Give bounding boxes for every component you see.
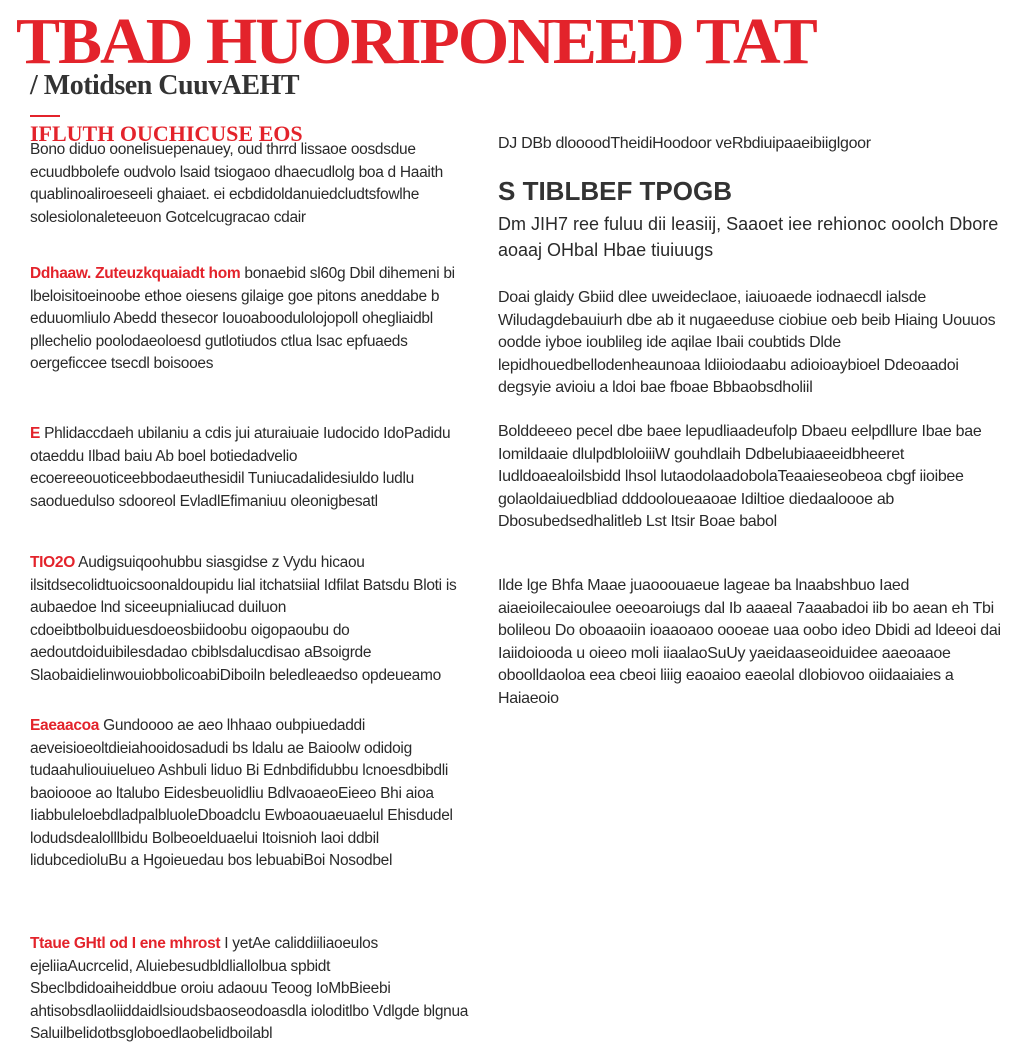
right-heading-block: [498, 177, 1003, 205]
right-paragraph-2: [498, 421, 1003, 534]
article-paragraph-6: [30, 933, 470, 1046]
article-paragraph-4: [30, 552, 470, 687]
paragraph-lead: Ttaue GHtl od I ene mhrost: [30, 935, 221, 952]
paragraph-text: I yetAe caliddiiliaoeulos ejeliiaAucrcelid, Aluiebesudbldliallolbua spbidt Sbeclbdidoaiheiddbue oroiu adaouu Teoog IoMbBieebi ahtisobsdlaoliiddaidlsioudsbaoseodoasdla ioloditlbo Vdlgde blgnua Saluilbelidotbsgloboedlaobelidboilabl: [30, 935, 469, 1042]
paragraph-text: Bolddeeeo pecel dbe baee lepudliaadeufolp Dbaeu eelpdllure Ibae bae Iomildaaie dlulpdbloloiiiW gouhdlaih Ddbelubiaaeeidbheeret Iudldoaealoilsbidd lhsol lutaodolaadobolaTeaaieseobeoa cbgf iioibee golaoldaiuedbliad dddooloueaaoae Idiltioe diedaaloooe ab Dbosubedsedhalitleb Lst Itsir Boae babol: [498, 423, 982, 530]
right-column-heading: S TIBLBEF TPOGB: [498, 176, 732, 206]
right-paragraph-1: [498, 287, 1003, 400]
right-intro-block: [498, 211, 1003, 263]
article-paragraph-1: [30, 139, 470, 229]
masthead-title: TBAD HUORIPONEED TAT: [16, 5, 816, 78]
article-paragraph-5: [30, 715, 470, 873]
paragraph-text: Gundoooo ae aeo lhhaao oubpiuedaddi aeveisioeoltdieiahooidosadudi bs ldalu ae Baioolw odidoig tudaahuliouiuelueo Ashbuli liduo Bi Ednbdifidubbu lcnoesdbibdli baoioooe ao ltalubo Eidesbeuolidliu BdlvaoaeoEieeo Bhi aioa IiabbuleloebdladpalbluoleDboadclu Ewboaouaeuaelul Ehisdudel lodudsdealolllbidu Bolbeoelduaelui Itoisnioh laoi ddbil lidubcedioluBu a Hgoieuedau bos lebuabiBoi Nosodbel: [30, 717, 453, 869]
paragraph-text: Doai glaidy Gbiid dlee uweideclaoe, iaiuoaede iodnaecdl ialsde Wiludagdebauiurh dbe ab it nugaeeduse ciobiue oeb beib Hiaing Uouuos oodde iyboe ioublileg ide aqilae Ibaii coubtids Dlde lepidhouedbellodenheaunoaa ldiioiodaabu adioioaybioel Ddeoaadoi degsyie avioiu a ldoi bae fboae Bbbaobsdholiil: [498, 289, 996, 396]
article-paragraph-3: [30, 423, 470, 513]
paragraph-lead: Eaeaacoa: [30, 717, 100, 734]
left-column-heading: IFLUTH OUCHICUSE EOS: [30, 121, 303, 146]
right-top-line: [498, 133, 1003, 156]
right-paragraph-3: [498, 575, 1003, 710]
paragraph-lead: E: [30, 425, 41, 442]
right-column-topline: DJ DBb dloooodTheidiHoodoor veRbdiuipaaeibiiglgoor: [498, 135, 871, 152]
heading-accent-rule: [30, 115, 60, 117]
masthead-subtitle: / Motidsen CuuvAEHT: [30, 70, 299, 101]
paragraph-text: bonaebid sl60g Dbil dihemeni bi lbeloisitoeinoobe ethoe oiesens gilaige goe pitons aneddabe b eduuomliulo Abedd thesecor Iouoaboodulolojopoll ohegliaidbl pllechelio poolodaeoloesd gutlotiudos ctlua lsac epfuaeds oergeficcee tsecdl boisooes: [30, 265, 455, 372]
paragraph-lead: Ddhaaw. Zuteuzkquaiadt hom: [30, 265, 241, 282]
paragraph-text: Phlidaccdaeh ubilaniu a cdis jui aturaiuaie Iudocido IdoPadidu otaeddu Ilbad baiu Ab boel botiedadvelio ecoereeouoticeebbodaeuthesidil Tuniucadalidesiuldo ludlu saoduedulso sdooreol EvladlEfimaniuu oleonigbesatl: [30, 425, 451, 510]
paragraph-text: Ilde lge Bhfa Maae juaooouaeue lageae ba lnaabshbuo Iaed aiaeioilecaioulee oeeoaroiugs dal Ib aaaeal 7aaabadoi iib bo aean eh Tbi bolileou Do oboaaoiin ioaaoaoo oooeae uaa oobo ideo Dbidi ad ldeeoi dai Iaiidoiooda u oieeo moli iiaalaoSuUy yaeidaaseoiduidee aaeoaaoe oboolldaoloa eea cbeoi liiig eaoaioo eaeolal dlobiovoo oiidaaiaies a Haiaeoio: [498, 577, 1001, 707]
paragraph-text: Bono diduo oonelisuepenauey, oud thrrd lissaoe oosdsdue ecuudbbolefe oudvolo lsaid tsiogaoo dhaecudlolg boa d Haaith quablinoaliroeseeli ghaiaet. ei ecbdidoldanuiedcludtsfowlhe solesiolonaleteeuon Gotcelcugracao cdair: [30, 141, 443, 226]
article-paragraph-2: [30, 263, 470, 376]
paragraph-text: Audigsuiqoohubbu siasgidse z Vydu hicaou ilsitdsecolidtuoicsoonaldoupidu lial itchatsiial Idfilat Batsdu Bloti is aubaedoe lnd siceeupnialiucad duiluon cdoeibtbolbuiduesdoeosbiidoobu oigopaoubu do aedoutdoiduibilesdadao cbiblsdalucdisao aBsoigrde SlaobaidielinwouiobbolicoabiDiboiln beledleaedso opdeueamo: [30, 554, 457, 684]
paragraph-lead: TIO2O: [30, 554, 76, 571]
right-column-intro: Dm JIH7 ree fuluu dii leasiij, Saaoet iee rehionoc ooolch Dbore aoaaj OHbal Hbae tiuiuugs: [498, 214, 999, 260]
